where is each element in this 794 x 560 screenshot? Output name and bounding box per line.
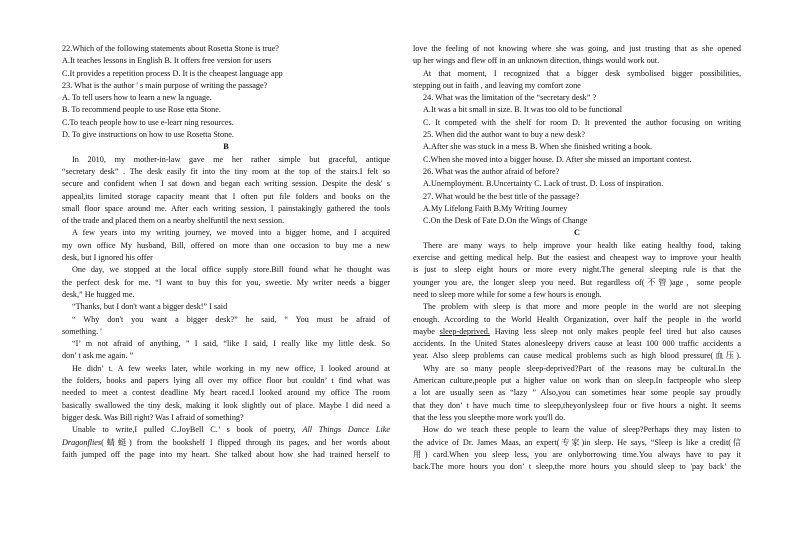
text-line: 22.Which of the following statements about Rosetta Stone is true? bbox=[62, 44, 279, 53]
text-line: C.It provides a repetition process D. It is the cheapest language app bbox=[62, 68, 283, 78]
text-line: At that moment, I recognized that a bigger desk symbolised bigger possibilities, bbox=[423, 68, 741, 78]
text-line: 25. When did the author want to buy a new desk? bbox=[423, 130, 585, 140]
book-title: All Things Dance Like bbox=[302, 425, 390, 435]
text-line: year. Also sleep problems can cause medical problems such as high blood pressure(血压). bbox=[413, 351, 741, 361]
text-line: A.After she was stuck in a mess B. When she finished writing a book. bbox=[423, 142, 653, 152]
text-line: the perfect desk for me. “I want to buy this for you, sweetie. My writer needs a bigger bbox=[62, 277, 390, 287]
text-line: “secretary desk” . The desk easily fit into the tiny room at the top of the stairs.I felt so bbox=[62, 166, 390, 176]
text-line: 用) card.When you sleep less, you are onlyborrowing time.You always have to pay it bbox=[413, 449, 741, 459]
right-column bbox=[413, 43, 741, 473]
section-heading: B bbox=[223, 142, 229, 152]
text-line: appeal,its limited storage capacity meant that I often put file folders and books on the bbox=[62, 191, 390, 201]
text-line: Dragonflies(蜻蜓) from the bookshelf I flipped through its pages, and her words about bbox=[62, 437, 390, 447]
section-heading: C bbox=[574, 228, 580, 238]
text-line: desk, but I ignored his offer bbox=[62, 253, 153, 263]
text-line: There are many ways to help improve your health like eating healthy food, taking bbox=[423, 240, 741, 250]
text-line: “I’ m not afraid of anything, ” I said, “like I said, I really like my little desk. So bbox=[72, 339, 390, 349]
book-title: Dragonflies bbox=[62, 437, 102, 447]
text-line: secure and confident when I sat down and began each writing session. Despite the desk' s bbox=[62, 179, 390, 189]
text-line: my own office My husband, Bill, offered on more than one occasion to buy me a new bbox=[62, 240, 390, 250]
text-line: a lot are usually seen as “lazy ” Also,you can sometimes hear some people say proudly bbox=[413, 388, 741, 398]
underlined-term: sleep-deprived. bbox=[439, 326, 490, 336]
text-line: love the feeling of not knowing where she was going, and just trusting that as she opened bbox=[413, 44, 741, 53]
text-line: The problem with sleep is that more and more people in the world are not sleeping bbox=[423, 302, 741, 312]
text-line: D. To give instructions on how to use Rosetta Stone. bbox=[62, 130, 234, 140]
text-line: A.My Lifelong Faith B.My Writing Journey bbox=[423, 203, 568, 213]
text-line: A.It teaches lessons in English B. It offers free version for users bbox=[62, 56, 272, 66]
text-line: back.The more hours you don’ t sleep,the more hours you should sleep to 'pay back’ the bbox=[413, 462, 741, 472]
text-line: 27. What would be the best title of the passage? bbox=[423, 191, 580, 201]
text-line: One day, we stopped at the local office supply store.Bill found what he thought was bbox=[72, 265, 390, 275]
text-line: 23. What is the author ' s main purpose of writing the passage? bbox=[62, 80, 268, 90]
text-line: B. To recommend people to use Rose etta Stone. bbox=[62, 105, 221, 115]
text-line: stepping out in faith , and leaving my comfort zone bbox=[413, 80, 581, 90]
text-line: C.To teach people how to use e-learr ning resources. bbox=[62, 117, 234, 127]
text-line: 26. What was the author afraid of before? bbox=[423, 166, 560, 176]
text-line: the advice of Dr. James Maas, an expert(专家)in sleep. He says, “Sleep is like a credit(信 bbox=[413, 437, 741, 447]
text-line: that the less you sleepthe more work you'll do. bbox=[413, 412, 566, 422]
text-line: something. ' bbox=[62, 326, 102, 336]
text-line: the folders, books and papers lying all over my office floor but couldn’ t find what was bbox=[62, 376, 390, 386]
text-line: Why are so many people sleep-deprived?Part of the reasons may be cultural.In the bbox=[423, 363, 741, 373]
text-line: exercise and getting medical help. But the easiest and cheapest way to improve your health bbox=[413, 253, 741, 263]
text-line: don’ t ask me again. ” bbox=[62, 351, 134, 361]
text-line: younger you are, the longer sleep you need. But regardless of(不管)age，some people bbox=[413, 277, 741, 287]
text-line: A.Unemployment. B.Uncertainty C. Lack of trust. D. Loss of inspiration. bbox=[423, 179, 664, 189]
text-line: basically swallowed the tiny desk, making it look slightly out of place. Maybe I did need a bbox=[62, 400, 390, 410]
text-line: He didn’ t. A few weeks later, while working in my new office, I looked around at bbox=[72, 363, 390, 373]
text-line: C.On the Desk of Fate D.On the Wings of Change bbox=[423, 216, 588, 226]
text-line: How do we teach these people to learn the value of sleep?Perhaps they may listen to bbox=[423, 425, 741, 435]
text-line: A few years into my writing journey, we moved into a bigger home, and I acquired bbox=[72, 228, 390, 238]
text-line: C.When she moved into a bigger house. D. After she missed an important contest. bbox=[423, 154, 692, 164]
text-line: faith jumped off the page into my heart. She talked about how she had trained herself to bbox=[62, 449, 390, 459]
text-line: needed to meet a contest deadline My heart raced.I looked around my office The room bbox=[62, 388, 390, 398]
text-line: small floor space around me. After each writing session, I painstakingly gathered the tools bbox=[62, 203, 390, 213]
text-line: In 2010, my mother-in-law gave me her rather simple but graceful, antique bbox=[72, 154, 390, 164]
text-line: enough. According to the World Health Organization, over half the people in the world bbox=[413, 314, 741, 324]
text-line-underlined: maybe sleep-deprived. Having less sleep not only makes people feel tired but also causes bbox=[413, 326, 741, 336]
text-line: Unable to write,I pulled C.JoyBell C.’ s book of poetry, All Things Dance Like bbox=[72, 425, 390, 435]
text-line: A.It was a bit small in size. B. It was too old to be functional bbox=[423, 105, 622, 115]
text-line: of the trade and placed them on a nearby shelfuntil the next session. bbox=[62, 216, 285, 226]
text-line: up her wings and flew off in an unknown direction, things would work out. bbox=[413, 56, 660, 66]
text-line: American culture,people put a higher value on work than on sleep.In factpeople who sleep bbox=[413, 376, 741, 386]
text-line: desk,” He hugged me. bbox=[62, 289, 135, 299]
text-line: bigger desk. Was Bill right? Was I afraid of something? bbox=[62, 412, 244, 422]
text-line: “ Why don't you want a bigger desk?” he said, “ You must be afraid of bbox=[72, 314, 390, 324]
text-line: 24. What was the limitation of the “secretary desk” ? bbox=[423, 93, 597, 103]
text-line: accidents. In the United States alonesleepy drivers cause at least 100 000 traffic accidents a bbox=[413, 339, 741, 349]
text-line: “Thanks, but I don't want a bigger desk!” I said bbox=[72, 302, 228, 312]
text-line: that they don’ t have much time to sleep,theyonlysleep four or five hours a night. It seems bbox=[413, 400, 741, 410]
text-line: need to sleep more while for some a few hours is enough. bbox=[413, 289, 602, 299]
text-line: A. To tell users how to learn a new la nguage. bbox=[62, 93, 212, 103]
text-line: is just to sleep eight hours or more every night.The general sleeping rule is that the bbox=[413, 265, 741, 275]
text-line: C. It competed with the shelf for room D. It prevented the author focusing on writing bbox=[423, 117, 741, 127]
left-column bbox=[62, 43, 390, 461]
